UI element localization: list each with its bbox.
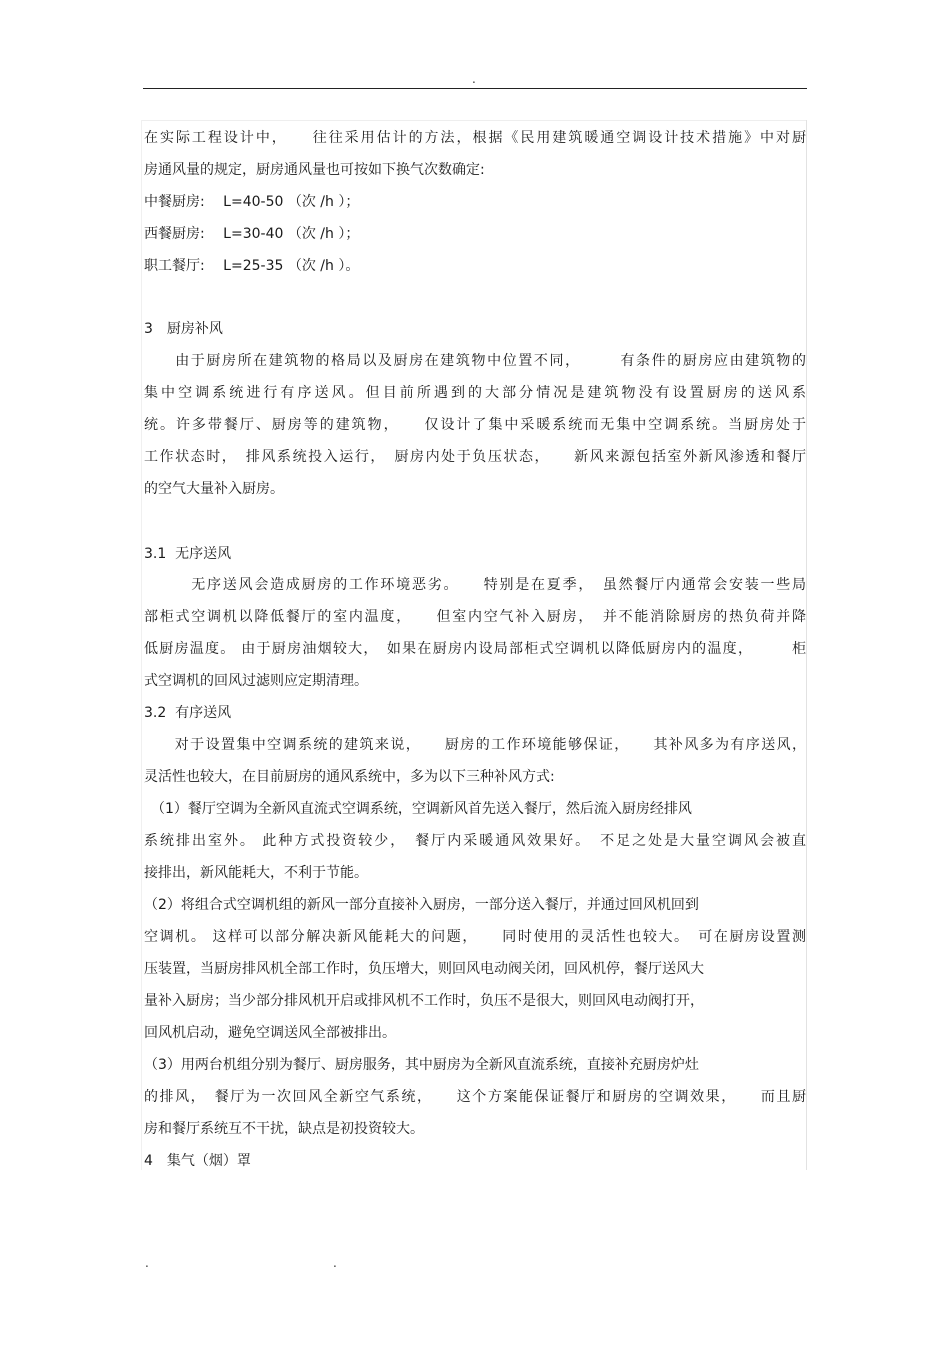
text-line: 接排出，新风能耗大，不利于节能。 — [144, 865, 368, 881]
text-line: 房和餐厅系统互不干扰，缺点是初投资较大。 — [144, 1121, 424, 1137]
text-line: 的排风， 餐厅为一次回风全新空气系统， 这个方案能保证餐厅和厨房的空调效果， 而且厨 — [144, 1089, 806, 1105]
text-line: （2）将组合式空调机组的新风一部分直接补入厨房，一部分送入餐厅，并通过回风机回到 — [144, 897, 699, 913]
text-line: 部柜式空调机以降低餐厅的室内温度， 但室内空气补入厨房， 并不能消除厨房的热负荷并降 — [144, 609, 806, 625]
header-rule — [143, 88, 807, 89]
text-line: 灵活性也较大，在目前厨房的通风系统中，多为以下三种补风方式: — [144, 769, 555, 785]
text-line: 的空气大量补入厨房。 — [144, 481, 284, 497]
header-mark: . — [472, 72, 476, 86]
frame-right-border — [806, 120, 807, 1170]
text-line: （3）用两台机组分别为餐厅、厨房服务，其中厨房为全新风直流系统，直接补充厨房炉灶 — [144, 1057, 699, 1073]
text-line: 由于厨房所在建筑物的格局以及厨房在建筑物中位置不同， 有条件的厨房应由建筑物的 — [144, 353, 806, 369]
text-line: 量补入厨房；当少部分排风机开启或排风机不工作时，负压不是很大，则回风电动阀打开， — [144, 993, 704, 1009]
footer-left-mark: . — [145, 1256, 149, 1270]
text-line: 回风机启动，避免空调送风全部被排出。 — [144, 1025, 396, 1041]
section-heading: 3 厨房补风 — [144, 321, 223, 337]
text-line: 在实际工程设计中， 往往采用估计的方法，根据《民用建筑暖通空调设计技术措施》中对厨 — [144, 130, 806, 146]
footer-right-mark: . — [333, 1256, 337, 1270]
text-line: 集中空调系统进行有序送风。但目前所遇到的大部分情况是建筑物没有设置厨房的送风系 — [144, 385, 806, 401]
text-line: 对于设置集中空调系统的建筑来说， 厨房的工作环境能够保证， 其补风多为有序送风， — [144, 737, 806, 753]
text-line: 低厨房温度。 由于厨房油烟较大， 如果在厨房内设局部柜式空调机以降低厨房内的温度， 柜 — [144, 641, 806, 657]
text-line: 工作状态时， 排风系统投入运行， 厨房内处于负压状态， 新风来源包括室外新风渗透和餐厅 — [144, 449, 806, 465]
text-line: 职工餐厅: L=25-35 （次 /h ）。 — [144, 258, 360, 274]
text-line: 统。许多带餐厅、厨房等的建筑物， 仅设计了集中采暖系统而无集中空调系统。当厨房处于 — [144, 417, 806, 433]
frame-top-border — [141, 120, 807, 121]
text-line: 房通风量的规定，厨房通风量也可按如下换气次数确定: — [144, 162, 485, 178]
text-line: 西餐厨房: L=30-40 （次 /h ）； — [144, 226, 360, 242]
text-line: 系统排出室外。 此种方式投资较少， 餐厅内采暖通风效果好。 不足之处是大量空调风会被直 — [144, 833, 806, 849]
subsection-heading: 3.1 无序送风 — [144, 546, 232, 562]
text-line: 无序送风会造成厨房的工作环境恶劣。 特别是在夏季， 虽然餐厅内通常会安装一些局 — [144, 577, 806, 593]
section-heading: 4 集气（烟）罩 — [144, 1153, 251, 1169]
text-line: 式空调机的回风过滤则应定期清理。 — [144, 673, 368, 689]
text-line: 压装置，当厨房排风机全部工作时，负压增大，则回风电动阀关闭，回风机停，餐厅送风大 — [144, 961, 704, 977]
text-line: 中餐厨房: L=40-50 （次 /h ）； — [144, 194, 360, 210]
text-line: 空调机。 这样可以部分解决新风能耗大的问题， 同时使用的灵活性也较大。 可在厨房设置测 — [144, 929, 806, 945]
frame-left-border — [141, 120, 142, 1170]
subsection-heading: 3.2 有序送风 — [144, 705, 232, 721]
text-line: （1）餐厅空调为全新风直流式空调系统，空调新风首先送入餐厅，然后流入厨房经排风 — [144, 801, 692, 817]
